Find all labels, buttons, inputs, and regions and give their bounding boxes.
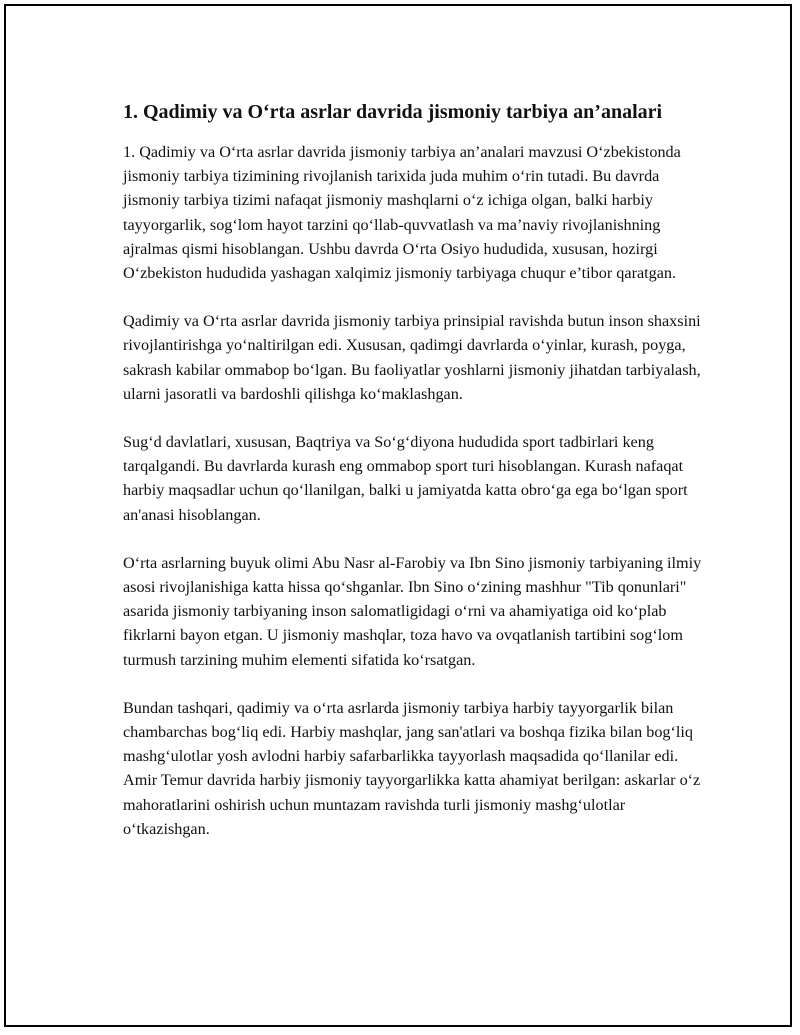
paragraph-2: Qadimiy va O‘rta asrlar davrida jismoniy tarbiya prinsipial ravishda butun inson shaxsini rivojlantirishga yo‘naltirilgan edi. Xususan, qadimgi davrlarda o‘yinlar, kurash, poyga, sakrash kabilar ommabop bo‘lgan. Bu faoliyatlar yoshlarni jismoniy jihatdan tarbiyalash, ularni jasoratli va bardoshli qilishga ko‘maklashgan.: [123, 312, 701, 403]
page-frame: [4, 4, 792, 1027]
paragraph-5: Bundan tashqari, qadimiy va o‘rta asrlarda jismoniy tarbiya harbiy tayyorgarlik bilan chambarchas bog‘liq edi. Harbiy mashqlar, jang san'atlari va boshqa fizika bilan bog‘liq mashg‘ulotlar yosh avlodni harbiy safarbarlikka tayyorlash maqsadida qo‘llanilar edi. Amir Temur davrida harbiy jismoniy tayyorgarlikka katta ahamiyat berilgan: askarlar o‘z mahoratlarini oshirish uchun muntazam ravishda turli jismoniy mashg‘ulotlar o‘tkazishgan.: [123, 698, 701, 838]
paragraph-3: Sug‘d davlatlari, xususan, Baqtriya va So‘g‘diyona hududida sport tadbirlari keng tarqalgandi. Bu davrlarda kurash eng ommabop sport turi hisoblangan. Kurash nafaqat harbiy maqsadlar uchun qo‘llanilgan, balki u jamiyatda katta obro‘ga ega bo‘lgan sport an'anasi hisoblangan.: [123, 433, 688, 524]
paragraph-4: O‘rta asrlarning buyuk olimi Abu Nasr al-Farobiy va Ibn Sino jismoniy tarbiyaning ilmiy asosi rivojlanishiga katta hissa qo‘shganlar. Ibn Sino o‘zining mashhur "Tib qonunlari" asarida jismoniy tarbiyaning inson salomatligidagi o‘rni va ahamiyatiga oid ko‘plab fikrlarni bayon etgan. U jismoniy mashqlar, toza havo va ovqatlanish tartibini sog‘lom turmush tarzining muhim elementi sifatida ko‘rsatgan.: [123, 553, 702, 669]
section-heading: 1. Qadimiy va O‘rta asrlar davrida jismoniy tarbiya an’analari: [123, 101, 663, 123]
paragraph-1: 1. Qadimiy va O‘rta asrlar davrida jismoniy tarbiya an’analari mavzusi O‘zbekistonda jismoniy tarbiya tizimining rivojlanish tarixida juda muhim o‘rin tutadi. Bu davrda jismoniy tarbiya tizimi nafaqat jismoniy mashqlarni o‘z ichiga olgan, balki harbiy tayyorgarlik, sog‘lom hayot tarzini qo‘llab-quvvatlash va ma’naviy rivojlanishning ajralmas qismi hisoblangan. Ushbu davrda O‘rta Osiyo hududida, xususan, hozirgi O‘zbekiston hududida yashagan xalqimiz jismoniy tarbiyaga chuqur e’tibor qaratgan.: [123, 143, 681, 283]
document-body: [123, 98, 703, 865]
